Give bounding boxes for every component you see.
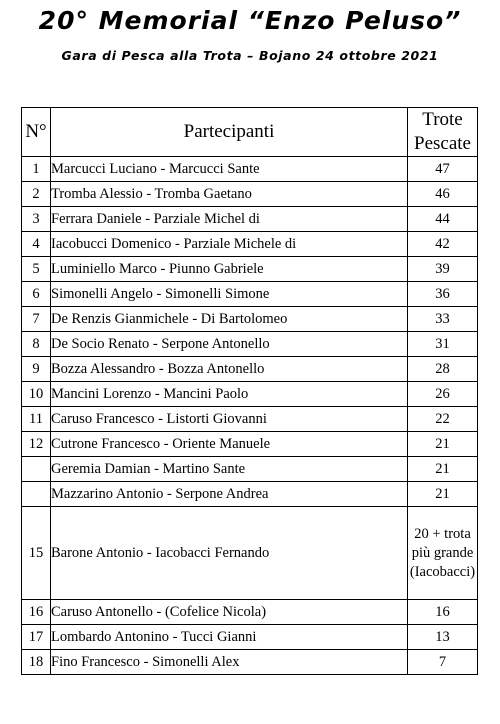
results-body [22, 157, 478, 675]
row-score-note-line: 20 + trota [414, 525, 471, 542]
header-number: N° [22, 108, 51, 157]
row-rank: 10 [22, 382, 51, 407]
table-row [22, 182, 478, 207]
row-participants: Marcucci Luciano - Marcucci Sante [51, 157, 408, 182]
row-score: 21 [408, 432, 478, 457]
row-rank: 18 [22, 650, 51, 675]
row-rank: 17 [22, 625, 51, 650]
row-rank: 4 [22, 232, 51, 257]
page-subtitle: Gara di Pesca alla Trota – Bojano 24 ottobre 2021 [61, 48, 439, 63]
header-trout-line2: Pescate [414, 133, 471, 154]
table-row [22, 207, 478, 232]
page-title: 20° Memorial “Enzo Peluso” [38, 6, 462, 35]
row-rank: 1 [22, 157, 51, 182]
row-participants: Geremia Damian - Martino Sante [51, 457, 408, 482]
row-participants: Simonelli Angelo - Simonelli Simone [51, 282, 408, 307]
table-row [22, 157, 478, 182]
results-table [21, 107, 478, 675]
table-row [22, 257, 478, 282]
row-rank: 15 [22, 507, 51, 600]
table-row [22, 482, 478, 507]
row-score: 46 [408, 182, 478, 207]
row-participants: Cutrone Francesco - Oriente Manuele [51, 432, 408, 457]
row-rank: 7 [22, 307, 51, 332]
row-participants: Luminiello Marco - Piunno Gabriele [51, 257, 408, 282]
row-participants: Caruso Francesco - Listorti Giovanni [51, 407, 408, 432]
table-row [22, 650, 478, 675]
row-score-note [408, 525, 477, 582]
row-participants: Ferrara Daniele - Parziale Michel di [51, 207, 408, 232]
row-rank: 8 [22, 332, 51, 357]
row-rank: 2 [22, 182, 51, 207]
row-participants: Tromba Alessio - Tromba Gaetano [51, 182, 408, 207]
row-rank: 5 [22, 257, 51, 282]
row-rank: 11 [22, 407, 51, 432]
row-score: 44 [408, 207, 478, 232]
row-rank: 6 [22, 282, 51, 307]
row-score: 26 [408, 382, 478, 407]
row-rank: 9 [22, 357, 51, 382]
table-row [22, 457, 478, 482]
row-participants: Caruso Antonello - (Cofelice Nicola) [51, 600, 408, 625]
row-participants: De Socio Renato - Serpone Antonello [51, 332, 408, 357]
table-row [22, 307, 478, 332]
table-header-row [22, 108, 478, 157]
row-score: 39 [408, 257, 478, 282]
row-participants: Bozza Alessandro - Bozza Antonello [51, 357, 408, 382]
row-score [408, 507, 478, 600]
row-participants: Mazzarino Antonio - Serpone Andrea [51, 482, 408, 507]
row-participants: Iacobucci Domenico - Parziale Michele di [51, 232, 408, 257]
row-score: 22 [408, 407, 478, 432]
header-participants: Partecipanti [51, 108, 408, 157]
row-rank: 3 [22, 207, 51, 232]
table-row [22, 382, 478, 407]
row-score: 33 [408, 307, 478, 332]
row-participants: Fino Francesco - Simonelli Alex [51, 650, 408, 675]
row-participants: De Renzis Gianmichele - Di Bartolomeo [51, 307, 408, 332]
row-rank [22, 457, 51, 482]
row-score: 31 [408, 332, 478, 357]
row-score: 42 [408, 232, 478, 257]
table-row [22, 625, 478, 650]
table-row [22, 600, 478, 625]
row-score: 7 [408, 650, 478, 675]
table-row [22, 407, 478, 432]
row-rank: 12 [22, 432, 51, 457]
row-participants: Barone Antonio - Iacobacci Fernando [51, 507, 408, 600]
row-score: 21 [408, 482, 478, 507]
table-row [22, 357, 478, 382]
row-score: 36 [408, 282, 478, 307]
header-trout-caught [408, 108, 478, 157]
table-row [22, 432, 478, 457]
row-participants: Mancini Lorenzo - Mancini Paolo [51, 382, 408, 407]
table-row [22, 282, 478, 307]
row-score: 16 [408, 600, 478, 625]
row-score-note-line: (Iacobacci) [409, 563, 476, 580]
row-score: 47 [408, 157, 478, 182]
row-score: 28 [408, 357, 478, 382]
row-score: 21 [408, 457, 478, 482]
table-row [22, 232, 478, 257]
row-score: 13 [408, 625, 478, 650]
row-rank: 16 [22, 600, 51, 625]
table-row [22, 332, 478, 357]
header-trout-line1: Trote [422, 109, 463, 130]
table-row [22, 507, 478, 600]
row-rank [22, 482, 51, 507]
row-score-note-line: più grande [411, 544, 474, 561]
row-participants: Lombardo Antonino - Tucci Gianni [51, 625, 408, 650]
